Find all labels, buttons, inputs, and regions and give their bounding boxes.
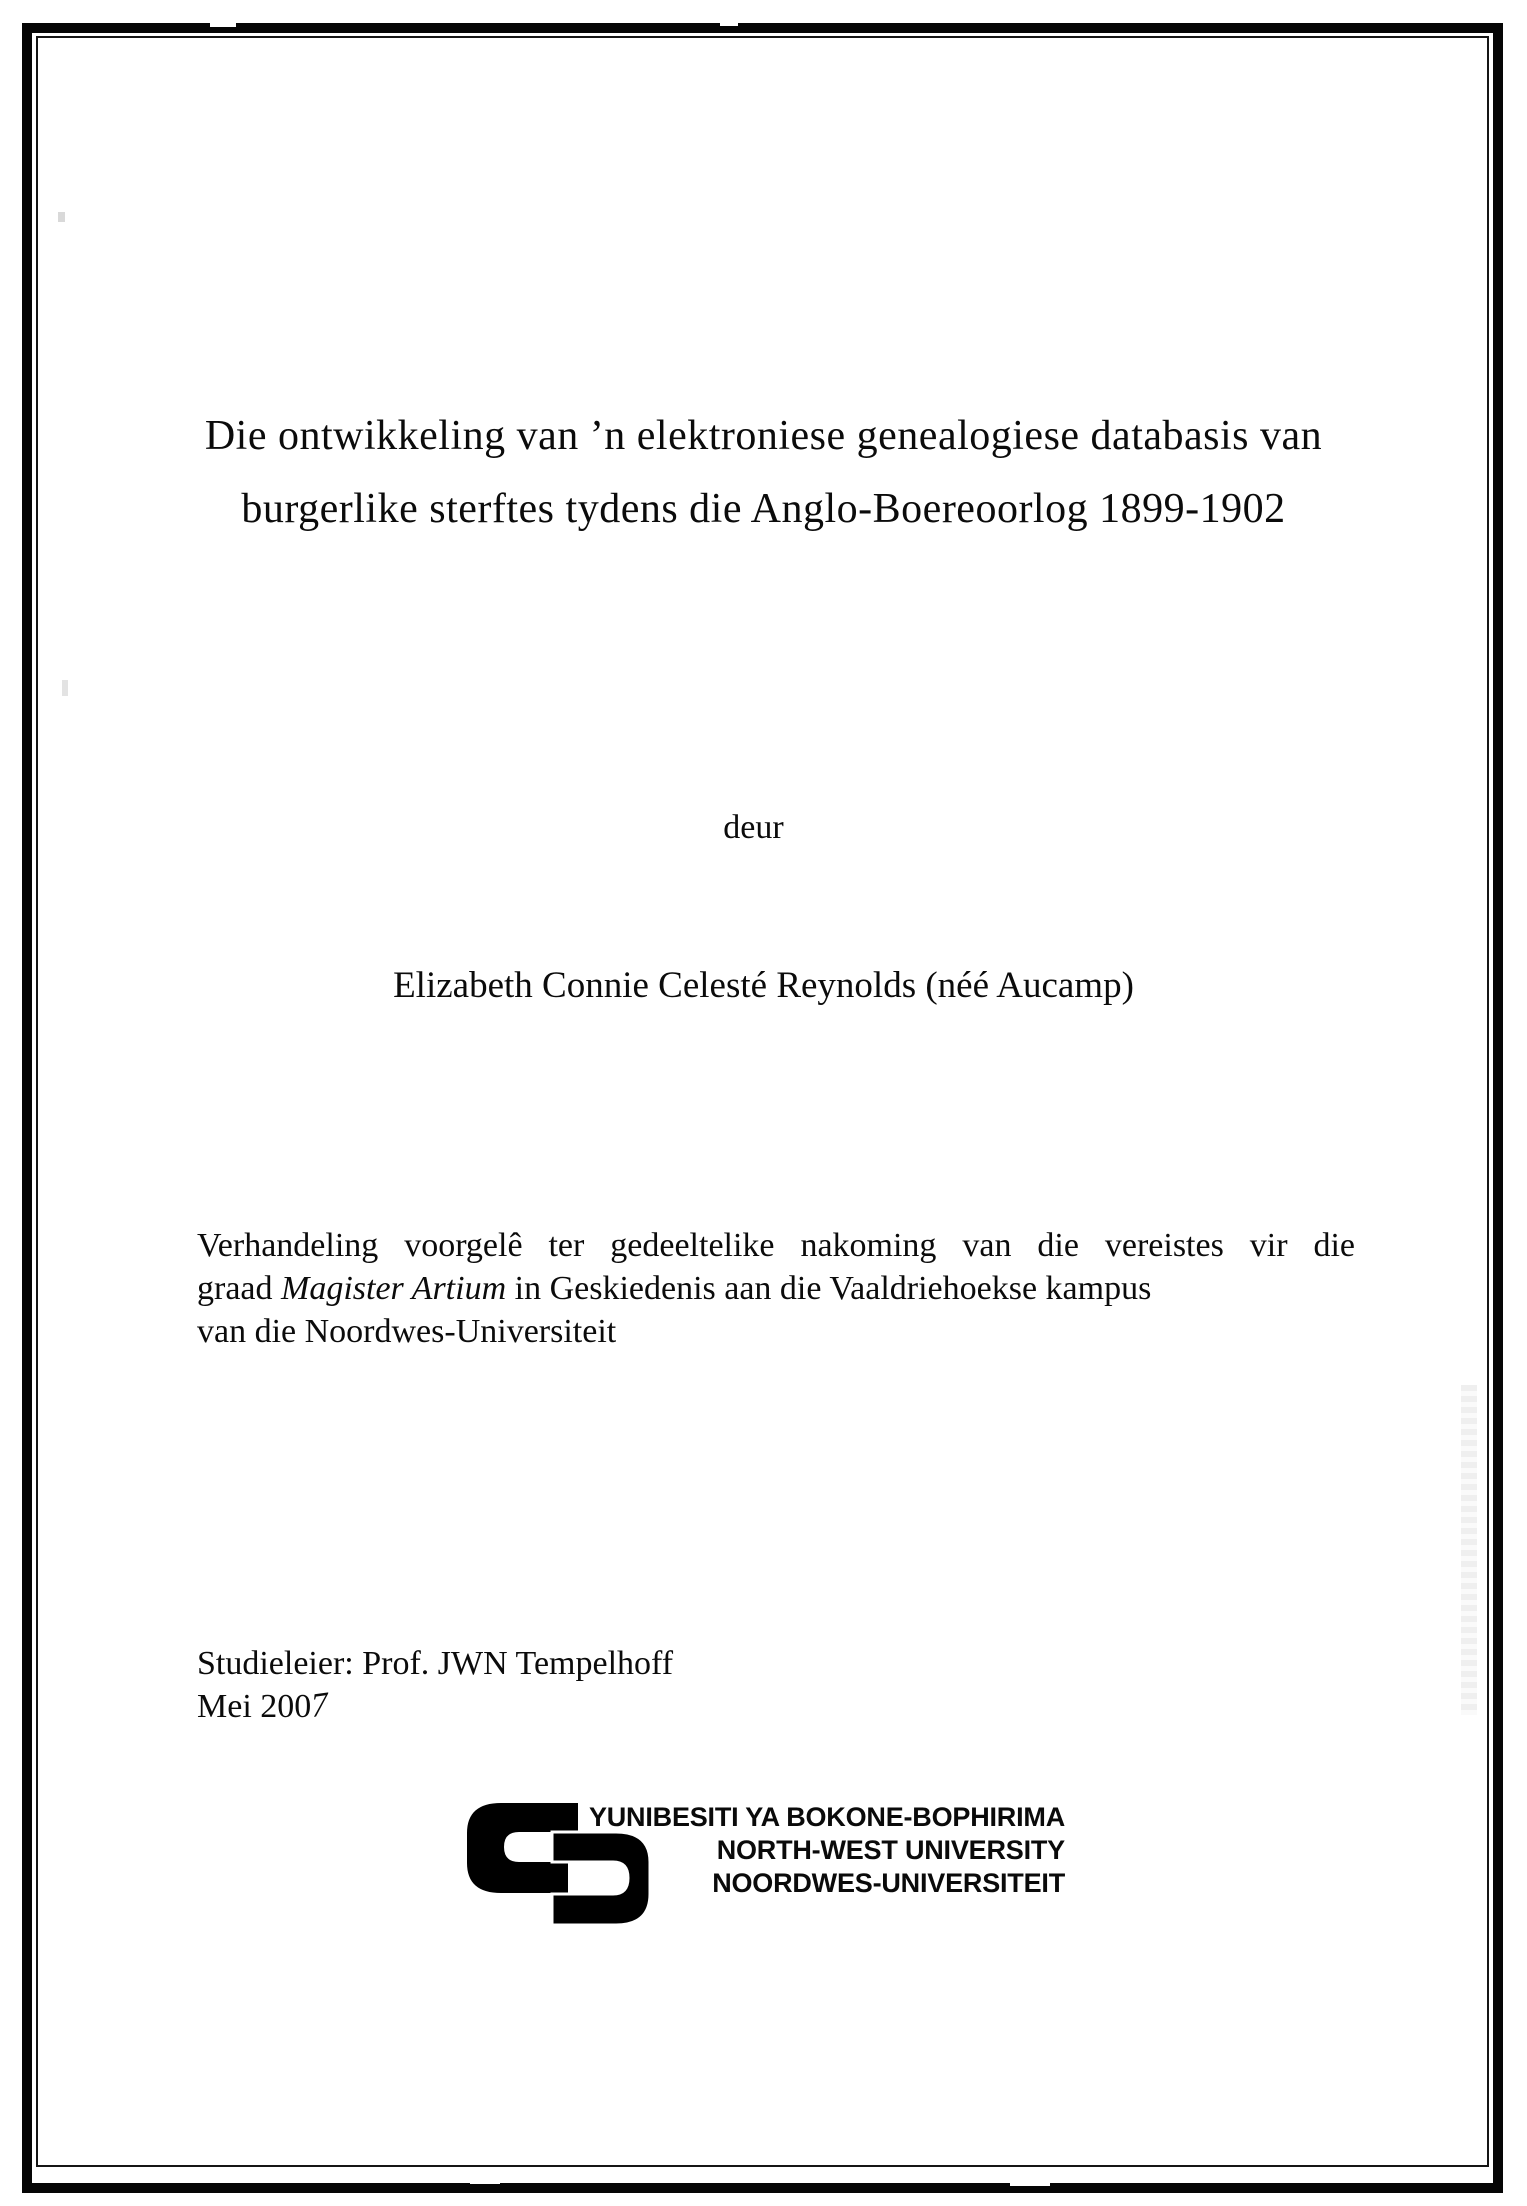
thesis-title-line-2: burgerlike sterftes tydens die Anglo-Boereoorlog 1899-1902 xyxy=(241,486,1286,532)
scan-artifact xyxy=(210,23,236,27)
statement-line-2-pre: graad xyxy=(197,1270,282,1307)
university-logo xyxy=(467,1800,1167,1935)
date-text: Mei 200 xyxy=(197,1688,312,1725)
scan-artifact xyxy=(58,212,65,222)
byline-deur: deur xyxy=(723,809,784,846)
scan-artifact xyxy=(470,2180,500,2184)
author-name: Elizabeth Connie Celesté Reynolds (néé Aucamp) xyxy=(393,965,1134,1006)
date-last-digit: 7 xyxy=(309,1685,331,1726)
statement-line-3: van die Noordwes-Universiteit xyxy=(197,1313,617,1350)
thesis-title xyxy=(100,400,1427,546)
statement-line-2 xyxy=(197,1267,1355,1310)
degree-name-italic: Magister Artium xyxy=(281,1270,507,1307)
thesis-statement xyxy=(197,1224,1355,1353)
university-logo-text xyxy=(585,1801,1065,1900)
statement-line-1: Verhandeling voorgelê ter gedeeltelike nakoming van die vereistes vir die xyxy=(197,1227,1355,1264)
logo-text-setswana: YUNIBESITI YA BOKONE-BOPHIRIMA xyxy=(588,1802,1065,1832)
scan-artifact xyxy=(1010,2182,1050,2186)
logo-text-english: NORTH-WEST UNIVERSITY xyxy=(716,1835,1065,1865)
supervisor-line: Studieleier: Prof. JWN Tempelhoff xyxy=(197,1645,674,1682)
supervisor-block xyxy=(197,1642,673,1728)
scan-artifact xyxy=(1461,1385,1477,1715)
scan-artifact xyxy=(720,23,738,26)
statement-line-2-post: in Geskiedenis aan die Vaaldriehoekse kampus xyxy=(506,1270,1152,1307)
date-line xyxy=(197,1685,673,1728)
thesis-title-line-1: Die ontwikkeling van ’n elektroniese genealogiese databasis van xyxy=(204,413,1323,459)
scan-artifact xyxy=(62,680,68,696)
logo-text-afrikaans: NOORDWES-UNIVERSITEIT xyxy=(712,1868,1065,1898)
